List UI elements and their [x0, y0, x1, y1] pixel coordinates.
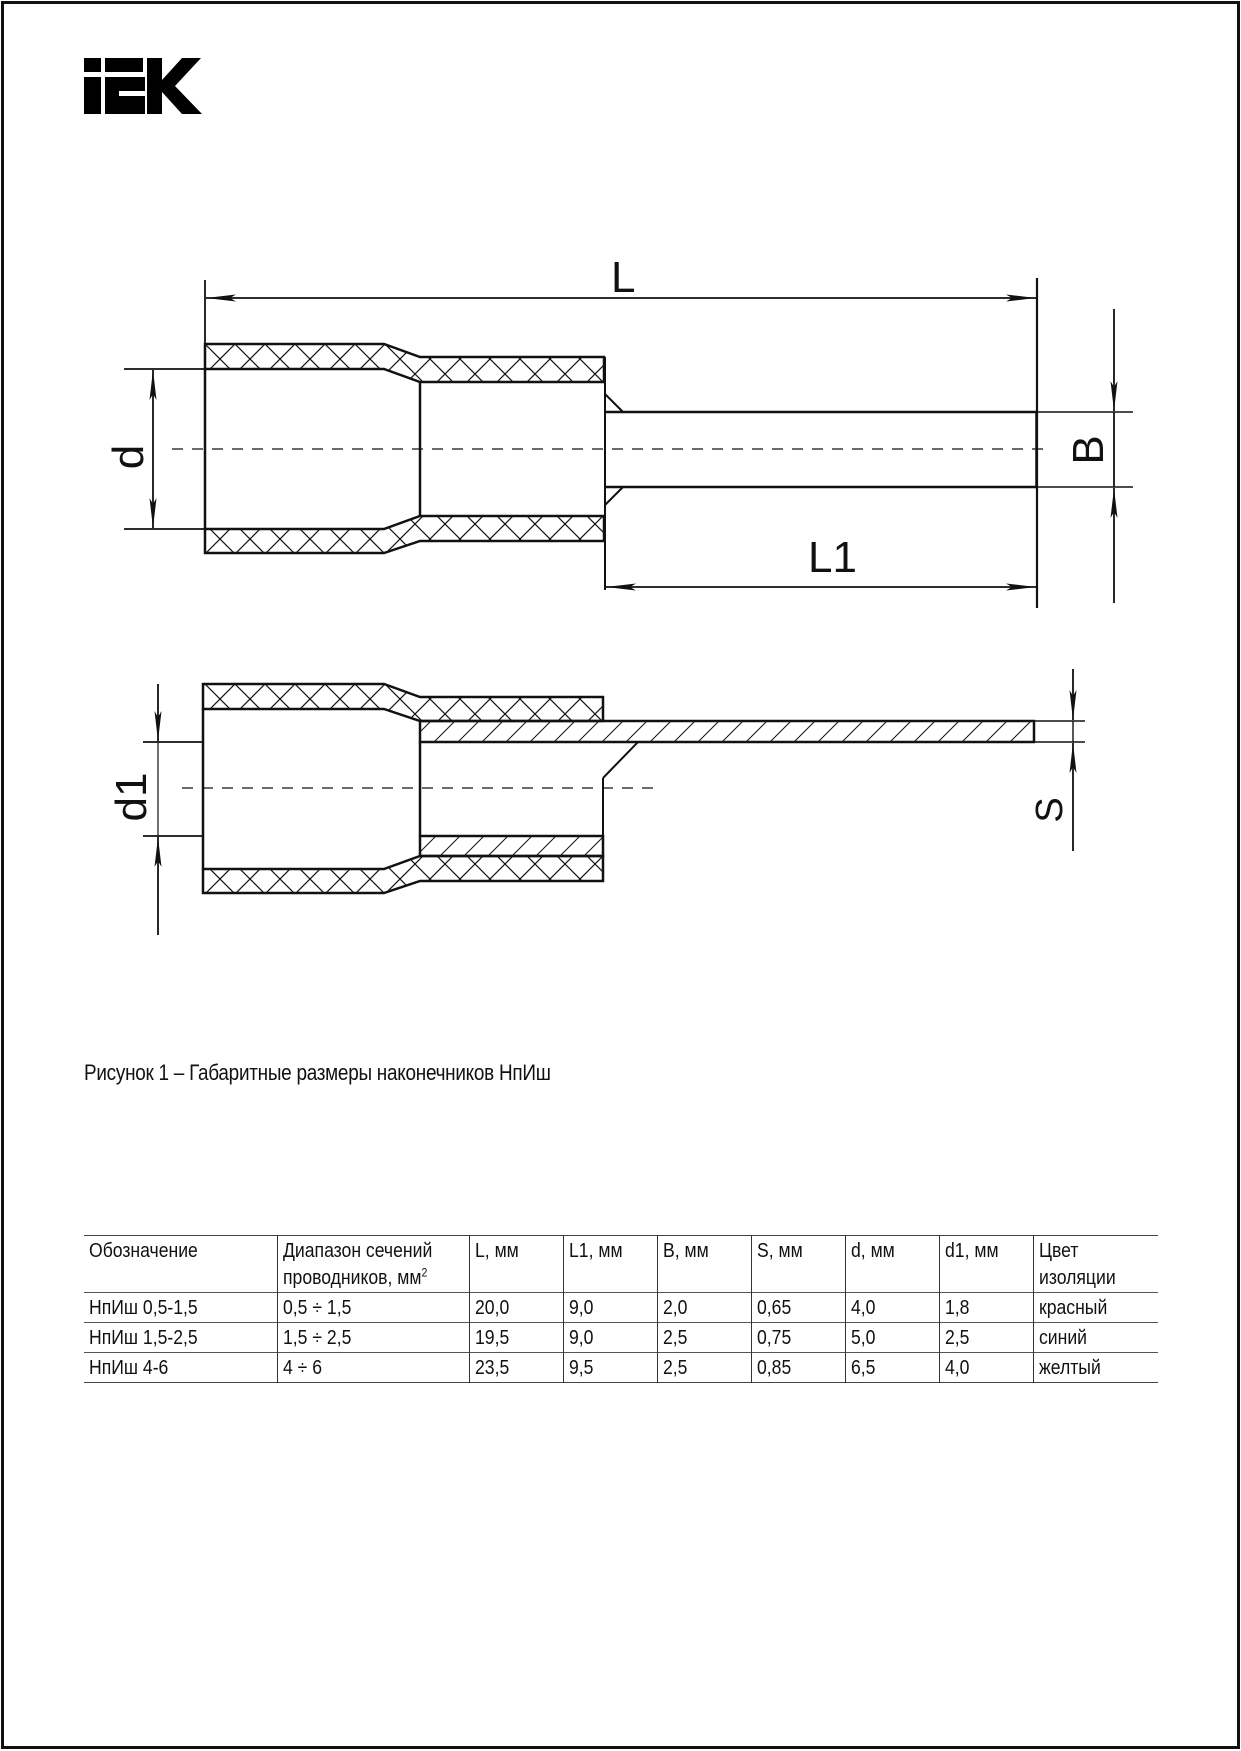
- cell-B: 2,5: [658, 1353, 752, 1383]
- cell-S: 0,75: [752, 1323, 846, 1353]
- metal-sleeve-bottom: [420, 836, 603, 856]
- cell-insulation-color: синий: [1034, 1323, 1159, 1353]
- cell-insulation-color: желтый: [1034, 1353, 1159, 1383]
- header-L1: L1, мм: [564, 1236, 658, 1293]
- cell-L1: 9,0: [564, 1323, 658, 1353]
- dimensions-table: [84, 1235, 1158, 1383]
- cell-S: 0,65: [752, 1293, 846, 1323]
- label-L1: L1: [808, 533, 857, 582]
- cell-L: 19,5: [470, 1323, 564, 1353]
- section-view: [182, 684, 1085, 893]
- label-B: B: [1064, 435, 1113, 465]
- cell-B: 2,5: [658, 1323, 752, 1353]
- cell-L1: 9,0: [564, 1293, 658, 1323]
- cell-L: 23,5: [470, 1353, 564, 1383]
- cell-cross-section: 1,5 ÷ 2,5: [278, 1323, 470, 1353]
- insulation-top: [205, 344, 604, 382]
- header-B: B, мм: [658, 1236, 752, 1293]
- cell-d1: 1,8: [940, 1293, 1034, 1323]
- cell-S: 0,85: [752, 1353, 846, 1383]
- header-d1: d1, мм: [940, 1236, 1034, 1293]
- table-row: [84, 1323, 1158, 1353]
- cell-L: 20,0: [470, 1293, 564, 1323]
- insulation-bottom: [205, 516, 604, 553]
- table-row: [84, 1293, 1158, 1323]
- header-L: L, мм: [470, 1236, 564, 1293]
- cell-L1: 9,5: [564, 1353, 658, 1383]
- figure-caption: Рисунок 1 – Габаритные размеры наконечников НпИш: [84, 1060, 551, 1085]
- cell-designation: НпИш 0,5-1,5: [89, 1297, 198, 1319]
- cell-designation: НпИш 4-6: [89, 1357, 169, 1379]
- label-L: L: [611, 253, 636, 302]
- cell-d1: 2,5: [940, 1323, 1034, 1353]
- cell-d: 4,0: [846, 1293, 940, 1323]
- header-d: d, мм: [846, 1236, 940, 1293]
- section-insulation-bottom: [203, 856, 603, 893]
- header-designation: Обозначение: [89, 1240, 198, 1262]
- header-cross-section: Диапазон сечений проводников, $мм^2$: [278, 1236, 470, 1293]
- cell-d: 5,0: [846, 1323, 940, 1353]
- cell-d: 6,5: [846, 1353, 940, 1383]
- table-row: [84, 1353, 1158, 1383]
- section-insulation-top: [203, 684, 603, 721]
- top-view-dimensions: [124, 278, 1133, 608]
- top-view: [172, 344, 1046, 590]
- label-S: S: [1029, 797, 1071, 823]
- label-d: d: [104, 444, 153, 470]
- cell-cross-section: 4 ÷ 6: [278, 1353, 470, 1383]
- header-insulation-color: Цвет изоляции: [1034, 1236, 1159, 1293]
- metal-strip: [420, 721, 1034, 742]
- table-header-row: [84, 1236, 1158, 1293]
- label-d1: d1: [107, 772, 156, 822]
- cell-designation: НпИш 1,5-2,5: [89, 1327, 198, 1349]
- cell-B: 2,0: [658, 1293, 752, 1323]
- cell-cross-section: 0,5 ÷ 1,5: [278, 1293, 470, 1323]
- cell-insulation-color: красный: [1034, 1293, 1159, 1323]
- header-S: S, мм: [752, 1236, 846, 1293]
- cell-d1: 4,0: [940, 1353, 1034, 1383]
